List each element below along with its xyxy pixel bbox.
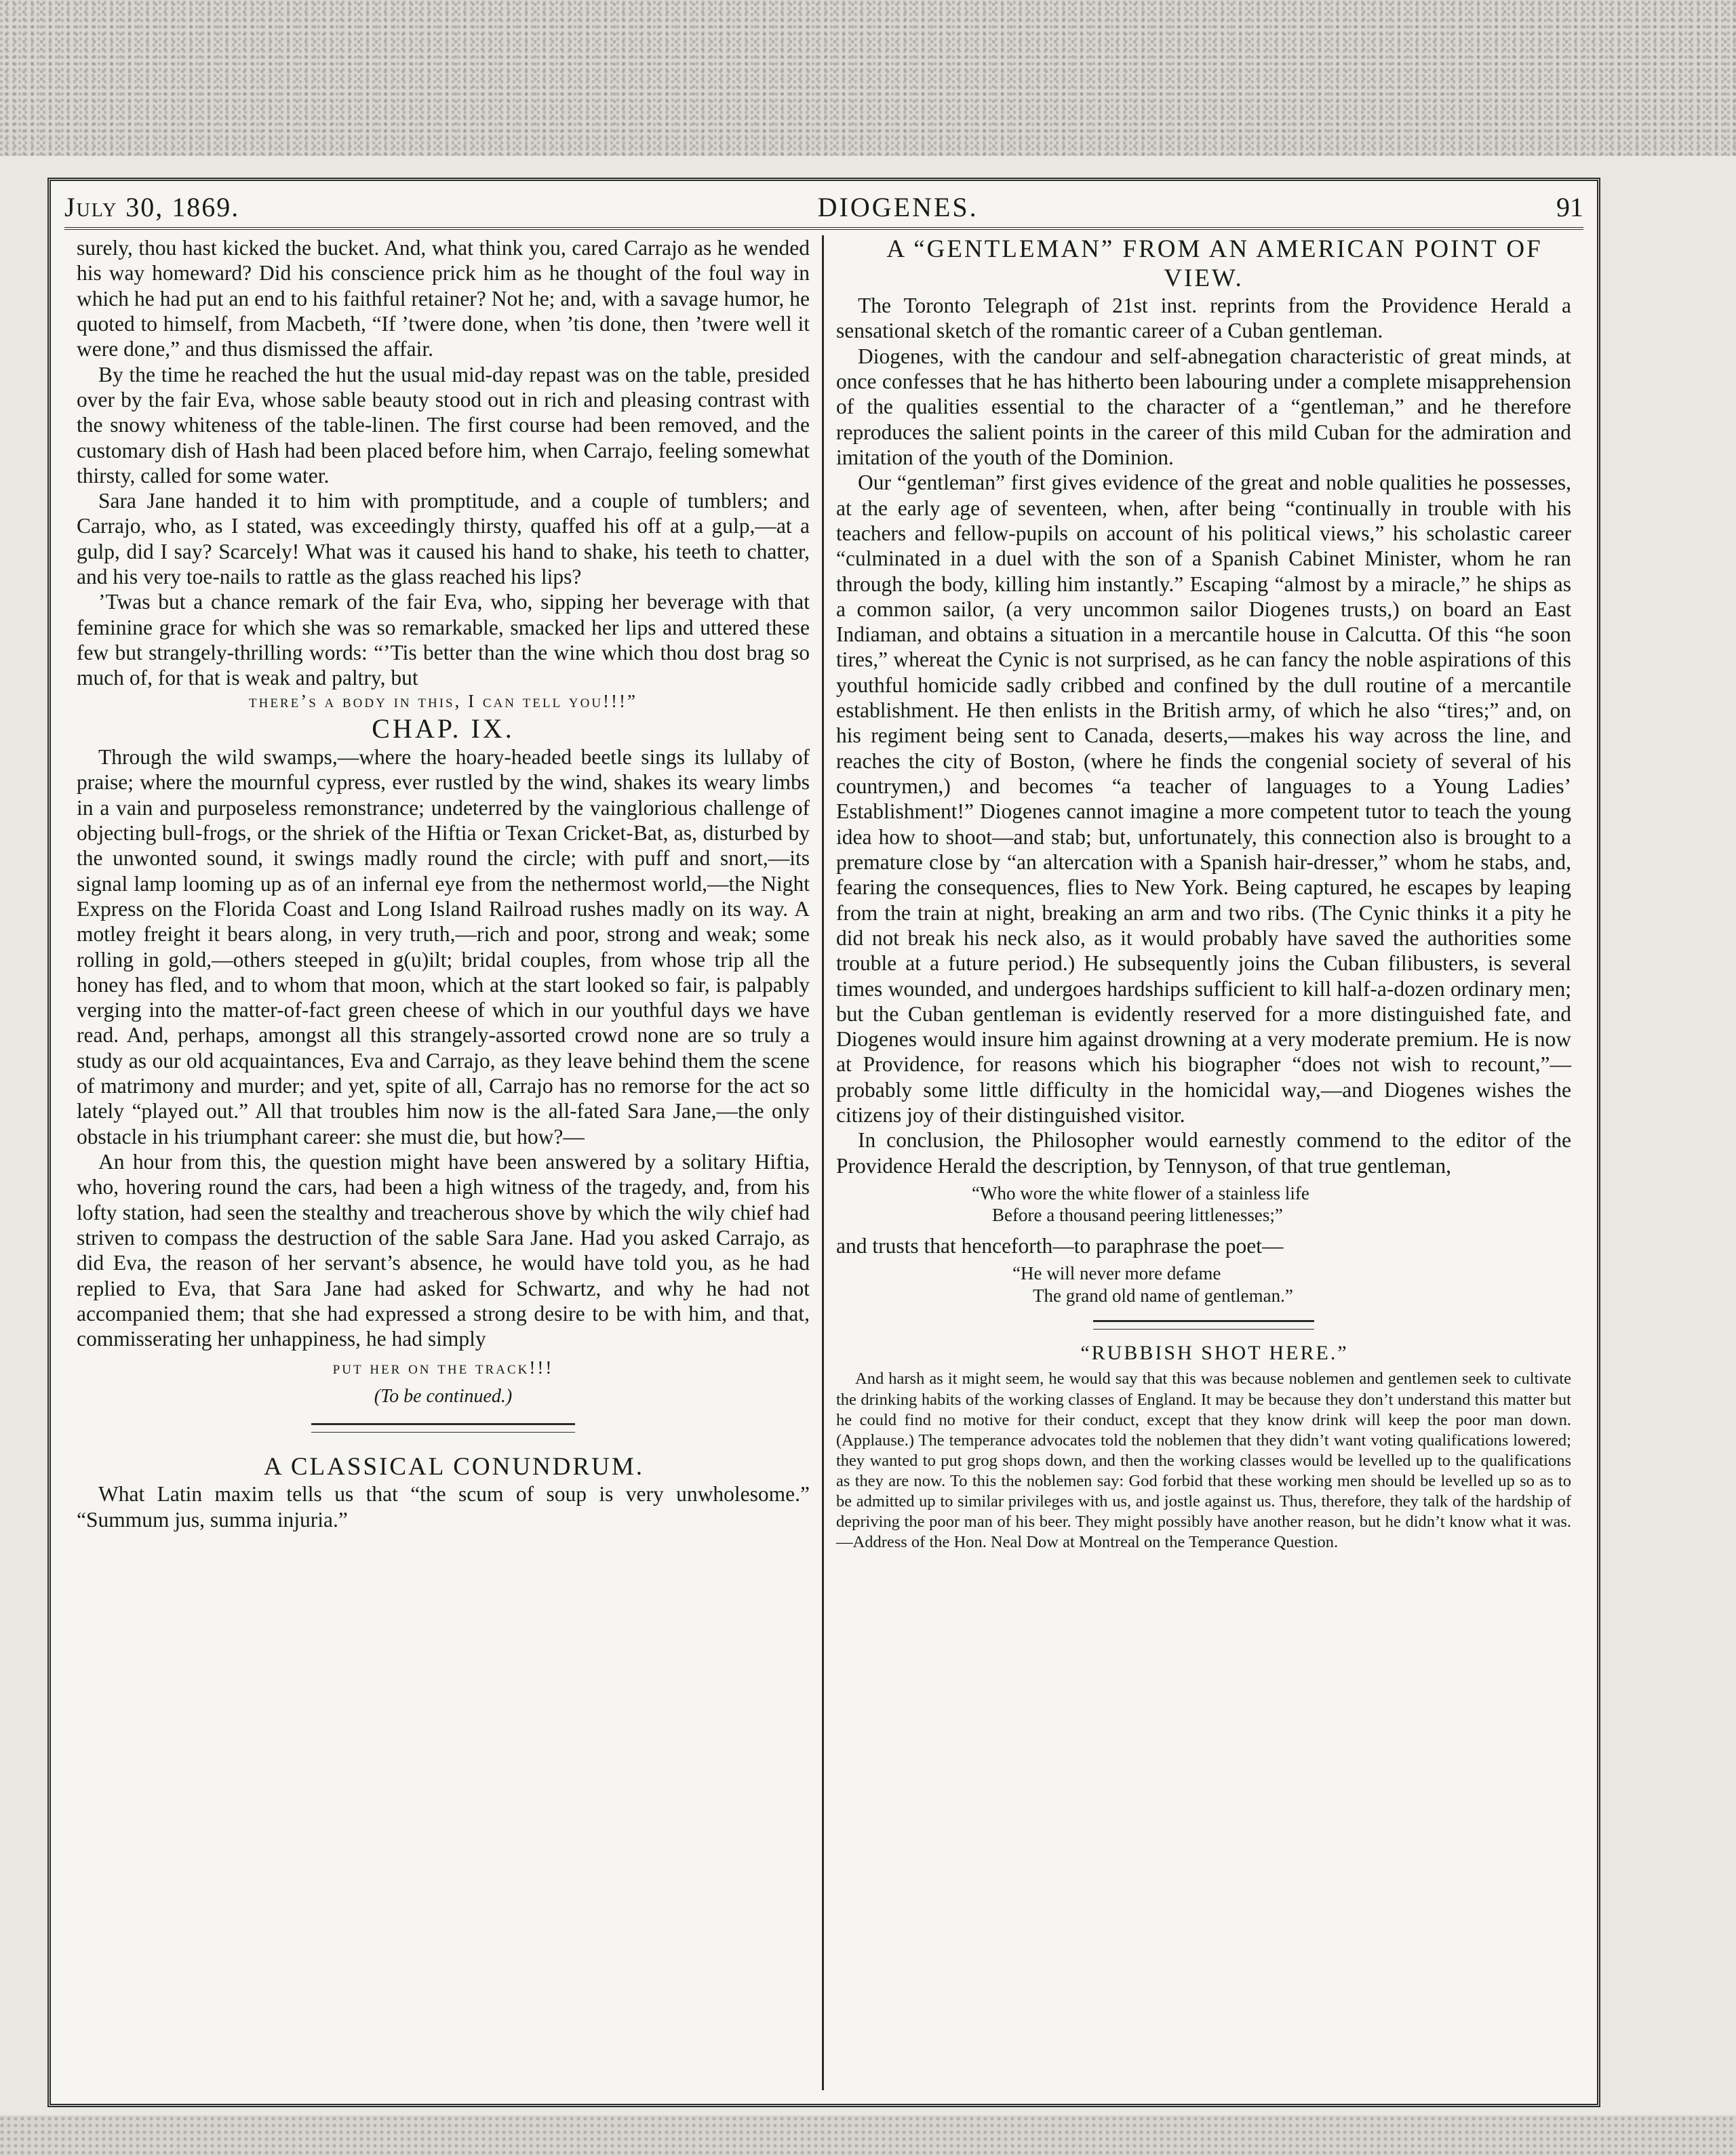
quote-line: “He will never more defame — [1012, 1263, 1221, 1284]
story-exclamation: there’s a body in this, I can tell you!!!” — [249, 690, 637, 711]
section-divider — [1093, 1320, 1314, 1330]
conundrum-text: What Latin maxim tells us that “the scum of soup is very unwholesome.” “Summum jus, summa injuria.” — [77, 1482, 810, 1532]
story-paragraph: By the time he reached the hut the usual mid-day repast was on the table, presided over by the fair Eva, whose sable beauty stood out in rich and pleasing contrast with the snowy whiteness of the table-linen. The first course had been removed, and the customary dish of Hash had been placed before him, when Carrajo, feeling somewhat thirsty, called for some water. — [77, 362, 810, 487]
conundrum-heading: A CLASSICAL CONUNDRUM. — [263, 1452, 645, 1481]
scan-speckle-bottom — [0, 2115, 1736, 2156]
article-paragraph: Diogenes, with the candour and self-abnegation characteristic of great minds, at once confesses that he has hitherto been labouring under a complete misapprehension of the qualities essential to the character of a “gentleman,” and he therefore reproduces the salient points in the career of this mild Cuban for the admiration and imitation of the youth of the Dominion. — [836, 344, 1571, 469]
quote-line: The grand old name of gentleman.” — [1033, 1285, 1293, 1306]
article-paragraph: In conclusion, the Philosopher would earnestly commend to the editor of the Providence Herald the description, by Tennyson, of that true gentleman, — [836, 1128, 1571, 1178]
quote-line: Before a thousand peering littlenesses;” — [992, 1205, 1283, 1226]
right-column — [824, 235, 1583, 2090]
story-paragraph: ’Twas but a chance remark of the fair Eva, who, sipping her beverage with that feminine grace for which she was so remarkable, smacked her lips and uttered these few but strangely-thrilling words: “’Tis better than the wine which thou dost brag so much of, for that is weak and paltry, but — [77, 590, 810, 690]
rubbish-text: And harsh as it might seem, he would say that this was because noblemen and gentlemen seek to cultivate the drinking habits of the working classes of England. It may be because they don’t understand this matter but he could find no motive for their conduct, except that they know drink will keep the poor man down. (Applause.) The temperance advocates told the noblemen that they didn’t want voting qualifications lowered; they wanted to put grog shops down, and then the working classes would be levelled up to the qualifications as they are now. To this the noblemen say: God forbid that these working men should be levelled up so as to be admitted up to similar privileges with us, and jostle against us. Thus, therefore, they talk of the hardship of depriving the poor man of his beer. They might possibly have another reason, but he didn’t know what it was.—Address of the Hon. Neal Dow at Montreal on the Temperance Question. — [836, 1370, 1571, 1552]
tennyson-quote — [972, 1182, 1571, 1226]
story-paragraph: surely, thou hast kicked the bucket. And, what think you, cared Carrajo as he wended his way homeward? Did his conscience prick him as he thought of the foul way in which he had put an end to his faithful retainer? Not he; and, with a savage humor, he quoted to himself, from Macbeth, “If ’twere done, when ’tis done, then ’twere well it were done,” and thus dismissed the affair. — [77, 236, 810, 361]
story-paragraph: Sara Jane handed it to him with promptitude, and a couple of tumblers; and Carrajo, who, as I stated, was exceedingly thirsty, quaffed his off at a gulp,—at a gulp, did I say? Scarcely! What was it caused his hand to shake, his teeth to chatter, and his very toe-nails to rattle as the glass reached his lips? — [77, 489, 810, 589]
story-exclamation: put her on the track!!! — [332, 1357, 554, 1378]
article-heading: A “GENTLEMAN” FROM AN AMERICAN POINT OF VIEW. — [886, 235, 1543, 292]
article-paragraph: The Toronto Telegraph of 21st inst. reprints from the Providence Herald a sensational sketch of the romantic career of a Cuban gentleman. — [836, 294, 1571, 343]
story-paragraph: An hour from this, the question might have been answered by a solitary Hiftia, who, hovering round the cars, had been a high witness of the tragedy, and, from his lofty station, had seen the stealthy and treacherous shove by which the wily chief had striven to compass the destruction of the sable Sara Jane. Had you asked Carrajo, as did Eva, the reason of her servant’s absence, he would have told you, as he had replied to Eva, that Sara Jane had asked for Schwartz, and why he had not accompanied them; that she had expressed a strong desire to be with him, and that, commisserating her unhappiness, he had simply — [77, 1150, 810, 1351]
story-paragraph: Through the wild swamps,—where the hoary-headed beetle sings its lullaby of praise; where the mournful cypress, ever rustled by the wind, shakes its weary limbs in a vain and purposeless remonstrance; undeterred by the vainglorious challenge of objecting bull-frogs, or the shriek of the Hiftia or Texan Cricket-Bat, as, disturbed by the unwonted sound, it swings madly round the circle; with puff and snort,—its signal lamp looming up as of an infernal eye from the nethermost world,—the Night Express on the Florida Coast and Long Island Railroad rushes madly on its way. A motley freight it bears along, in very truth,—rich and poor, strong and weak; some rolling in gold,—others steeped in g(u)ilt; bridal couples, from whose trip all the honey has fled, and to whom that moon, which at the start looked so fair, is palpably verging into the matter-of-fact green cheese of which in our youthful days we have read. And, perhaps, amongst all this strangely-assorted crowd none are so truly a study as our old acquaintances, Eva and Carrajo, as they leave behind them the scene of matrimony and murder; and yet, spite of all, Carrajo has no remorse for the act so lately “played out.” All that troubles him now is the all-fated Sara Jane,—the only obstacle in his triumphant career: she must die, but how?— — [77, 745, 810, 1149]
chapter-heading: CHAP. IX. — [372, 713, 515, 744]
left-column — [64, 235, 824, 2090]
article-paragraph: and trusts that henceforth—to paraphrase the poet— — [836, 1233, 1284, 1258]
continued-note: (To be continued.) — [374, 1386, 513, 1408]
quote-line: “Who wore the white flower of a stainless life — [972, 1183, 1309, 1204]
paraphrase-quote — [1012, 1262, 1571, 1306]
page-number: 91 — [1556, 192, 1583, 222]
issue-date: July 30, 1869. — [64, 192, 240, 222]
rubbish-article — [836, 1369, 1571, 1553]
section-divider — [311, 1423, 575, 1433]
newspaper-page — [47, 178, 1600, 2107]
columns — [64, 235, 1583, 2090]
scan-speckle-top — [0, 0, 1736, 156]
article-paragraph: Our “gentleman” first gives evidence of the great and noble qualities he possesses, at the early age of seventeen, when, after being “continually in trouble with his teachers and fellow-pupils on account of his political views,” his scholastic career “culminated in a duel with the son of a Spanish Cabinet Minister, whom he ran through the body, killing him instantly.” Escaping “almost by a miracle,” he ships as a common sailor, (a very uncommon sailor Diogenes trusts,) on board an East Indiaman, and obtains a situation in a mercantile house in Calcutta. Of this “he soon tires,” whereat the Cynic is not surprised, as he can fancy the noble aspirations of this youthful homicide sadly cribbed and confined by the dull routine of a mercantile establishment. He then enlists in the British army, of which he also “tires;” and, on his regiment being sent to Canada, deserts,—makes his way across the line, and reaches the city of Boston, (where he finds the congenial society of several of his countrymen,) and becomes “a teacher of languages to a Young Ladies’ Establishment!” Diogenes cannot imagine a more competent tutor to teach the young idea how to shoot—and stab; but, unfortunately, this connection also is brought to a premature close by “an altercation with a Spanish hair-dresser,” whom he stabs, and, fearing the consequences, flies to New York. Being captured, he escapes by leaping from the train at night, breaking an arm and two ribs. (The Cynic thinks it a pity he did not break his neck also, as it would probably have saved the authorities some trouble at a future period.) He subsequently joins the Cuban filibusters, is several times wounded, and undergoes hardships sufficient to kill half-a-dozen ordinary men; but the Cuban gentleman is evidently reserved for a more distinguished fate, and Diogenes would insure him against drowning at a very moderate premium. He is now at Providence, for reasons which his biographer “does not wish to recount,”—probably some little difficulty in the homicidal way,—and Diogenes wishes the citizens joy of their distinguished visitor. — [836, 471, 1571, 1127]
rubbish-heading: “RUBBISH SHOT HERE.” — [1080, 1341, 1349, 1364]
masthead-title: DIOGENES. — [817, 192, 979, 222]
page-header — [64, 186, 1583, 230]
